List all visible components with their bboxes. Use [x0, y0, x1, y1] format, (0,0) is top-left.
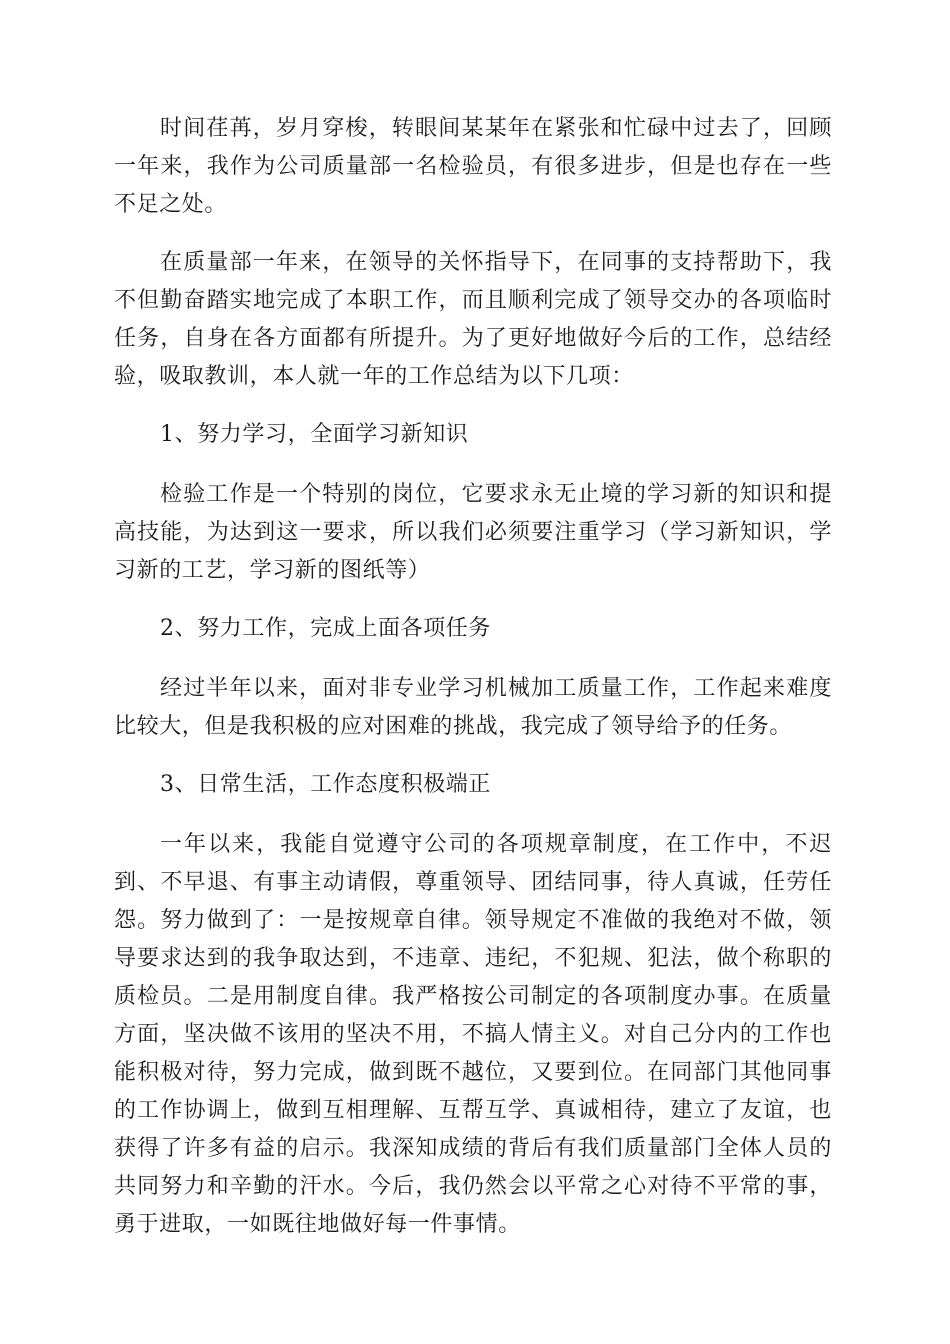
intro-paragraph: 时间荏苒，岁月穿梭，转眼间某某年在紧张和忙碌中过去了，回顾一年来，我作为公司质量部一名检验员，有很多进步，但是也存在一些不足之处。	[114, 116, 832, 217]
summary-paragraph: 在质量部一年来，在领导的关怀指导下，在同事的支持帮助下，我不但勤奋踏实地完成了本职工作，而且顺利完成了领导交办的各项临时任务，自身在各方面都有所提升。为了更好地做好今后的工作，总结经验，吸取教训，本人就一年的工作总结为以下几项：	[114, 250, 832, 389]
document-body	[114, 110, 832, 1264]
section-heading-3: 3、日常生活，工作态度积极端正	[160, 772, 491, 797]
section-3-paragraph: 一年以来，我能自觉遵守公司的各项规章制度，在工作中，不迟到、不早退、有事主动请假，尊重领导、团结同事，待人真诚，任劳任怨。努力做到了：一是按规章自律。领导规定不准做的我绝对不做，领导要求达到的我争取达到，不违章、违纪，不犯规、犯法，做个称职的质检员。二是用制度自律。我严格按公司制定的各项制度办事。在质量方面，坚决做不该用的坚决不用，不搞人情主义。对自己分内的工作也能积极对待，努力完成，做到既不越位，又要到位。在同部门其他同事的工作协调上，做到互相理解、互帮互学、真诚相待，建立了友谊，也获得了许多有益的启示。我深知成绩的背后有我们质量部门全体人员的共同努力和辛勤的汗水。今后，我仍然会以平常之心对待不平常的事，勇于进取，一如既往地做好每一件事情。	[114, 832, 832, 1237]
section-heading-2: 2、努力工作，完成上面各项任务	[160, 616, 491, 641]
section-heading-1: 1、努力学习，全面学习新知识	[160, 422, 469, 447]
section-2-paragraph: 经过半年以来，面对非专业学习机械加工质量工作，工作起来难度比较大，但是我积极的应对困难的挑战，我完成了领导给予的任务。	[114, 676, 832, 739]
section-1-paragraph: 检验工作是一个特别的岗位，它要求永无止境的学习新的知识和提高技能，为达到这一要求，所以我们必须要注重学习（学习新知识，学习新的工艺，学习新的图纸等）	[114, 482, 832, 583]
